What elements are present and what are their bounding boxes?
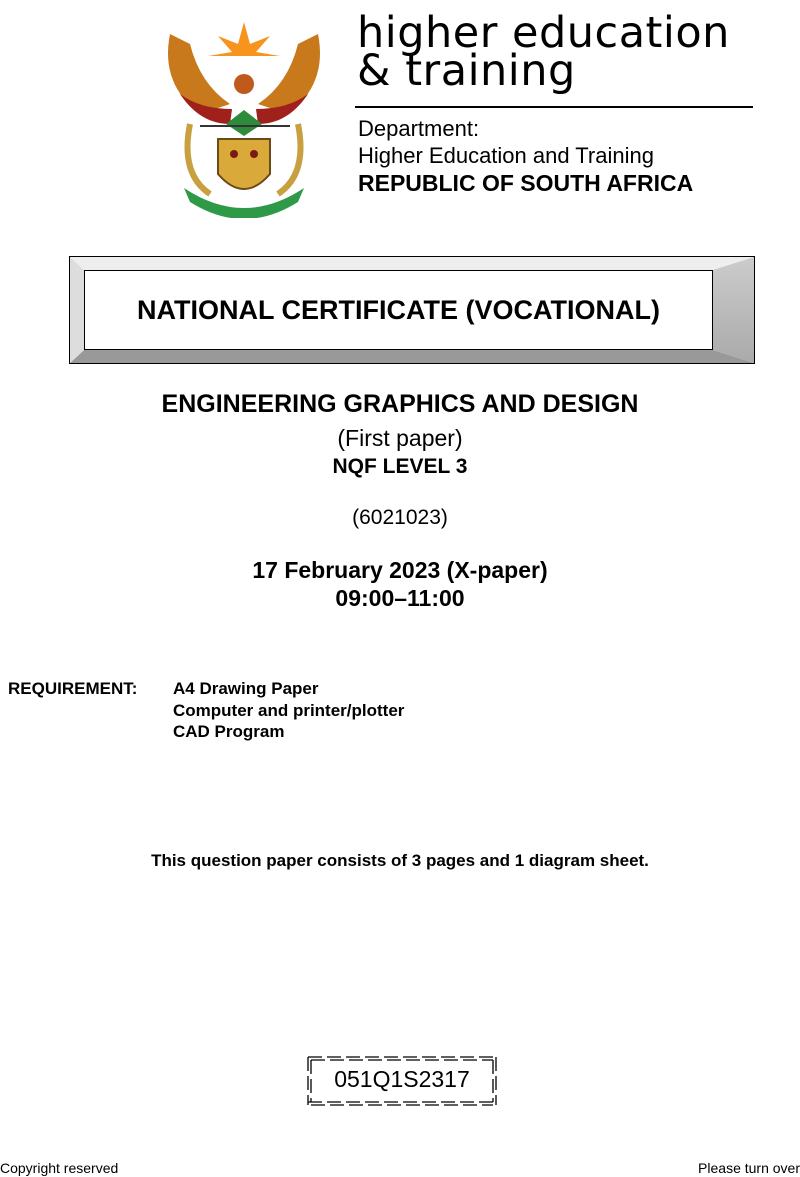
- copyright-note: Copyright reserved: [0, 1160, 119, 1176]
- frame-bevel: [713, 257, 754, 363]
- turn-over-note: Please turn over: [698, 1160, 800, 1176]
- subject-code: (6021023): [352, 506, 448, 529]
- requirement-item: A4 Drawing Paper: [173, 679, 319, 698]
- exam-date: 17 February 2023 (X-paper): [252, 557, 548, 583]
- dept-name: Higher Education and Training: [358, 143, 654, 168]
- country-name: REPUBLIC OF SOUTH AFRICA: [358, 170, 694, 196]
- frame-bevel: [70, 257, 84, 363]
- frame-bevel: [70, 350, 754, 363]
- requirement-item: CAD Program: [173, 722, 285, 741]
- exam-time: 09:00–11:00: [335, 585, 465, 611]
- nqf-level: NQF LEVEL 3: [332, 455, 468, 478]
- brand-line-2: & training: [357, 46, 576, 96]
- brand-line-1: higher education: [357, 8, 730, 58]
- dept-label: Department:: [358, 116, 480, 141]
- header-divider: [355, 106, 753, 108]
- coat-of-arms-logo: [160, 14, 328, 218]
- paper-code: 051Q1S2317: [334, 1066, 470, 1092]
- frame-bevel: [70, 257, 754, 270]
- paper-label: (First paper): [337, 425, 463, 451]
- title-box: [84, 270, 713, 350]
- page-count-note: This question paper consists of 3 pages and 1 diagram sheet.: [151, 851, 649, 870]
- subject-title: ENGINEERING GRAPHICS AND DESIGN: [161, 390, 639, 418]
- requirement-item: Computer and printer/plotter: [173, 701, 405, 720]
- requirement-label: REQUIREMENT:: [8, 679, 138, 698]
- certificate-title: NATIONAL CERTIFICATE (VOCATIONAL): [137, 294, 660, 325]
